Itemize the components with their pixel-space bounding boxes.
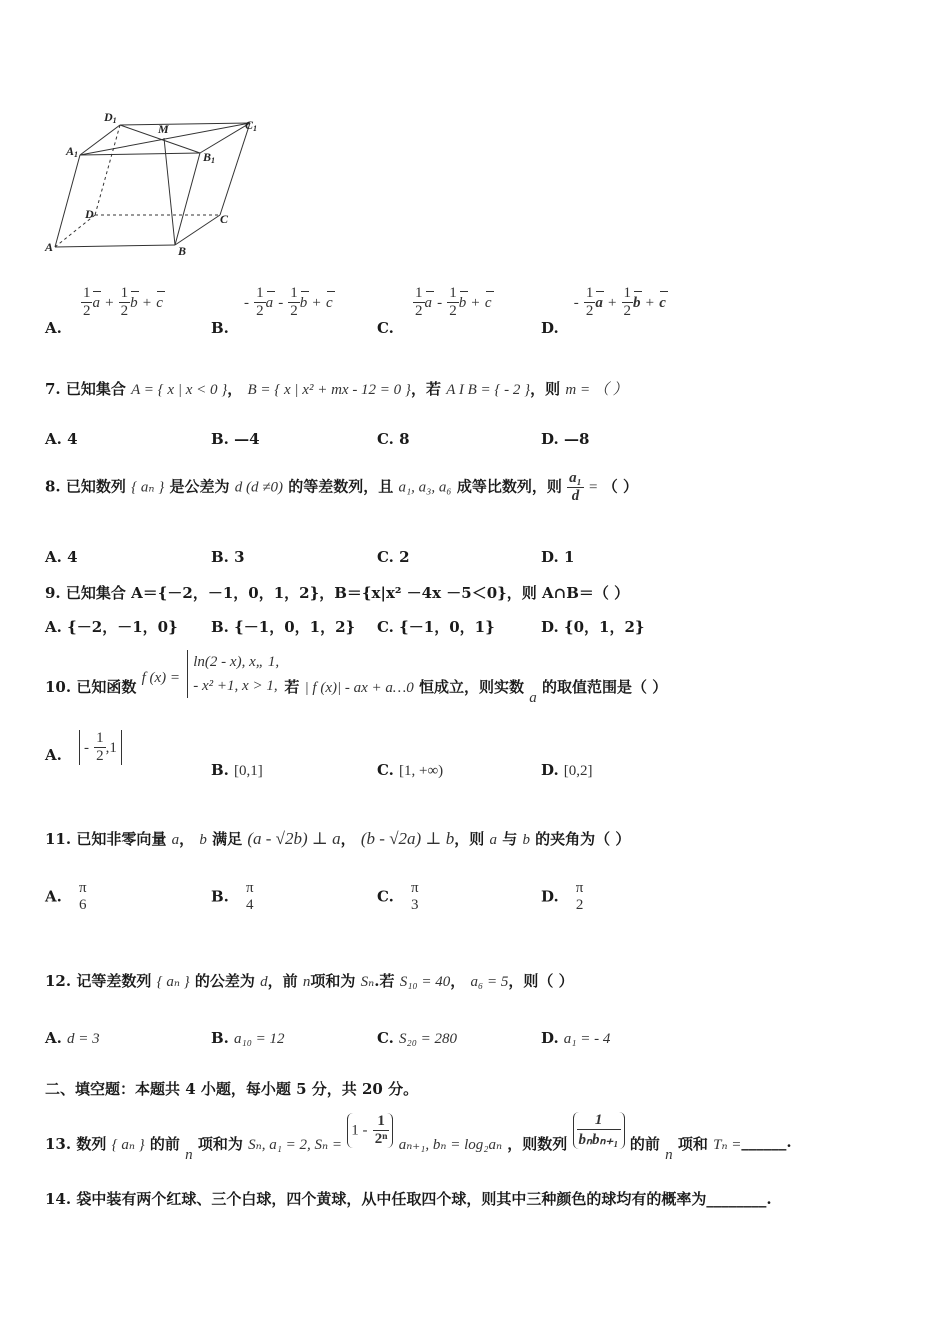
question-9: 9. 已知集合 A＝{－2，－1，0，1，2}，B＝{x|x² －4x －5＜0}，则 A∩B＝（ ）: [45, 584, 630, 602]
q10-option-b[interactable]: B. [0,1]: [211, 761, 263, 779]
q11-option-d[interactable]: D. π 2: [541, 880, 584, 913]
label-C: C: [220, 212, 229, 226]
parallelepiped-figure: [40, 105, 280, 269]
question-14: 14. 袋中装有两个红球、三个白球，四个黄球，从中任取四个球，则其中三种颜色的球均有的概率为________.: [45, 1190, 772, 1208]
q9-option-a[interactable]: A. {－2，－1，0}: [45, 618, 178, 636]
q8-option-d[interactable]: D. 1: [541, 548, 575, 566]
question-10: 10. 已知函数 f (x) = ln(2 - x), x„ 1, - x² +1, x > 1, 若 | f (x)| - ax + a…0 恒成立，则实数 a 的取值范围是（ ）: [45, 650, 667, 700]
question-7: 7. 已知集合 A = { x | x < 0 }， B = { x | x² + mx - 12 = 0 }，若 A I B = { - 2 }，则 m = （ ）: [45, 380, 628, 398]
q8-option-b[interactable]: B. 3: [211, 548, 245, 566]
q6-option-a[interactable]: A. $\frac{1}{2}$ a + $\frac{1}{2}$ b + c: [45, 285, 163, 337]
q6-option-c[interactable]: C. $\frac{1}{2}$ a - $\frac{1}{2}$ b + c: [377, 285, 492, 337]
q7-option-c[interactable]: C. 8: [377, 430, 410, 448]
figure-svg: [40, 105, 280, 265]
q11-option-b[interactable]: B. π 4: [211, 880, 254, 913]
label-B1: B1: [203, 150, 216, 165]
question-8: 8. 已知数列 { aₙ } 是公差为 d (d ≠0) 的等差数列，且 a₁, a₃, a₆ 成等比数列，则 $\frac{\text{a₁}}{d}$ = （ ）: [45, 470, 638, 504]
q12-option-c[interactable]: C. S₂₀ = 280: [377, 1029, 458, 1047]
label-A: A: [45, 240, 54, 254]
section-2-heading: 二、填空题：本题共 4 小题，每小题 5 分，共 20 分。: [45, 1080, 419, 1098]
q12-option-d[interactable]: D. a₁ = - 4: [541, 1029, 611, 1047]
question-11: 11. 已知非零向量 a， b 满足 (a - √2b) ⊥ a， (b - √2a) ⊥ b，则 a 与 b 的夹角为（ ）: [45, 829, 631, 848]
label-B: B: [178, 244, 187, 258]
q6-option-b[interactable]: B. - $\frac{1}{2}$ a - $\frac{1}{2}$ b + c: [211, 285, 333, 337]
q9-option-c[interactable]: C. {－1，0，1}: [377, 618, 495, 636]
q9-option-b[interactable]: B. {－1，0，1，2}: [211, 618, 356, 636]
q10-option-c[interactable]: C. [1, +∞): [377, 761, 444, 779]
q10-option-d[interactable]: D. [0,2]: [541, 761, 593, 779]
q12-option-a[interactable]: A. d = 3: [45, 1029, 100, 1047]
label-M: M: [158, 122, 169, 136]
q8-option-a[interactable]: A. 4: [45, 548, 78, 566]
label-A1: A1: [66, 144, 79, 159]
label-D1: D1: [104, 110, 117, 125]
q7-option-b[interactable]: B. —4: [211, 430, 260, 448]
label-D: D: [85, 207, 94, 221]
q6-option-d[interactable]: D. - $\frac{1}{2}$ a + $\frac{1}{2}$ b + c: [541, 285, 666, 337]
label-C1: C1: [245, 118, 258, 133]
q10-option-a[interactable]: A. - $\frac{1}{2}$ ,1: [45, 730, 122, 765]
q7-option-a[interactable]: A. 4: [45, 430, 78, 448]
q12-option-b[interactable]: B. a₁₀ = 12: [211, 1029, 285, 1047]
q9-option-d[interactable]: D. {0，1，2}: [541, 618, 645, 636]
q7-option-d[interactable]: D. —8: [541, 430, 590, 448]
question-13: 13. 数列 { aₙ } 的前 n 项和为 Sₙ, a₁ = 2, Sₙ = 1 - $\frac{1}{\text{2ⁿ}}$ aₙ₊₁, bₙ = log₂aₙ ，则数列 $\frac{1}{\text{bₙbₙ₊₁}}$ 的前 n 项和 Tₙ =______.: [45, 1112, 792, 1163]
q6-options: [45, 285, 925, 335]
q8-option-c[interactable]: C. 2: [377, 548, 410, 566]
question-12: 12. 记等差数列 { aₙ } 的公差为 d，前 n项和为 Sₙ.若 S₁₀ = 40， a₆ = 5，则（ ）: [45, 972, 574, 990]
q11-option-a[interactable]: A. π 6: [45, 880, 87, 913]
q11-option-c[interactable]: C. π 3: [377, 880, 419, 913]
